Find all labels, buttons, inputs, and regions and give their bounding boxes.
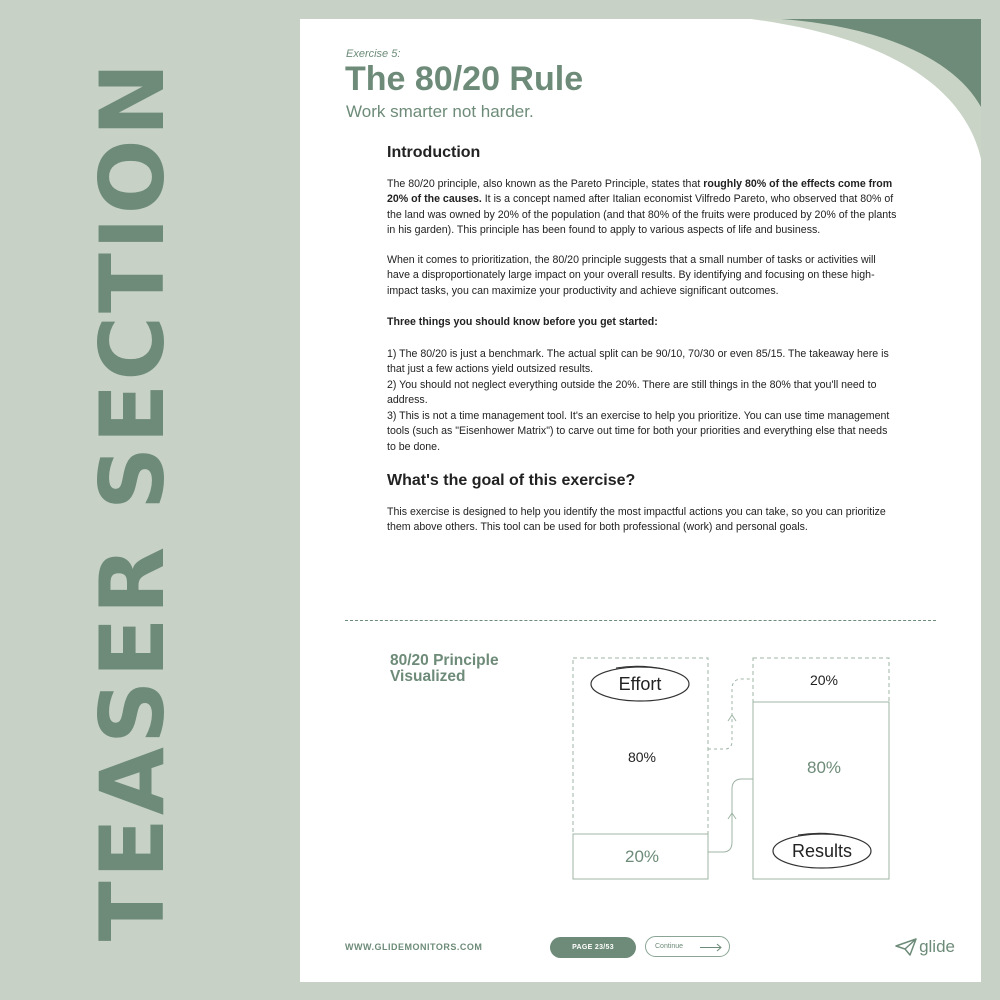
intro-paragraph-2: When it comes to prioritization, the 80/20 principle suggests that a small number of tasks or activities will have a disproportionately large impact on your overall results. By identifying and focusing on these high-impact tasks, you can maximize your productivity and achieve significant outcomes. [387,253,876,297]
results-label: Results [791,841,853,861]
effort-bottom-value: 20% [624,847,660,866]
corner-curve-decoration [751,19,981,159]
three-things-text: Three things you should know before you get started: [387,316,658,328]
website-link[interactable]: WWW.GLIDEMONITORS.COM [345,942,483,952]
item-1: 1) The 80/20 is just a benchmark. The actual split can be 90/10, 70/30 or even 85/15. The takeaway here is that just a few actions yield outsized results. [387,347,889,375]
item-3: 3) This is not a time management tool. It's an exercise to help you prioritize. You can use time management tools (such as "Eisenhower Matrix") to carve out time for both your priorities and everything else that needs to be done. [387,409,890,453]
intro-p1-start: The 80/20 principle, also known as the Pareto Principle, states that [387,177,704,190]
page-title: The 80/20 Rule [345,60,584,98]
continue-label: Continue [655,943,684,950]
visual-label: 80/20 Principle Visualized [390,652,499,685]
intro-heading: Introduction [387,144,481,161]
goal-text: This exercise is designed to help you identify the most impactful actions you can take, so you can prioritize them above others. This tool can be used for both professional (work) and personal goals. [387,505,886,533]
paper-plane-icon [895,938,917,956]
results-bottom-value: 80% [806,758,842,777]
effort-label: Effort [618,674,662,694]
intro-paragraph-1 [387,177,897,239]
page-subtitle: Work smarter not harder. [346,102,534,121]
document-page [300,19,981,982]
connector-dashed [708,679,753,749]
page-indicator: PAGE 23/53 [550,937,636,958]
intro-p1-bold: roughly 80% of the effects come from 20% of the causes. [387,177,893,205]
effort-top-value: 80% [627,749,657,765]
teaser-text: TEASER SECTION [81,59,185,941]
three-things-heading [387,315,897,331]
body-text [387,145,897,550]
goal-heading: What's the goal of this exercise? [387,472,636,489]
results-top-value: 20% [809,672,839,688]
intro-p1-end: It is a concept named after Italian economist Vilfredo Pareto, who observed that 80% of the land was owned by 20% of the population (and that 80% of the fruits were produced by 20% of the plants in his garden). This principle has been found to apply to various aspects of life and business. [387,193,897,236]
glide-logo [895,937,955,957]
section-divider [345,620,936,621]
arrow-right-icon [699,943,723,952]
item-2: 2) You should not neglect everything outside the 20%. There are still things in the 80% that you'll need to address. [387,378,877,406]
continue-button[interactable] [645,936,730,957]
pareto-diagram [560,649,900,899]
teaser-banner [58,0,208,1000]
exercise-label: Exercise 5: [346,48,401,60]
logo-text: glide [919,937,955,956]
